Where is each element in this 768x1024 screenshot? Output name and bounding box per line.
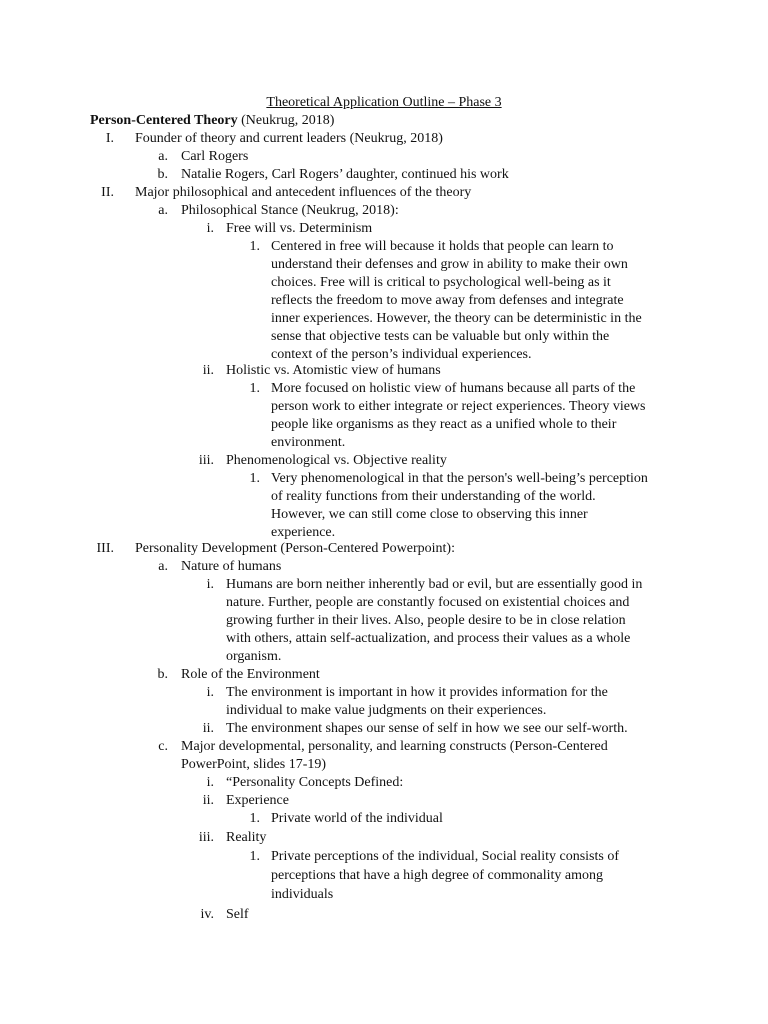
- outline-marker: 1.: [249, 381, 260, 396]
- outline-text: Private world of the individual: [271, 811, 443, 826]
- outline-text: understand their defenses and grow in ability to make their own: [271, 257, 628, 272]
- outline-text: The environment shapes our sense of self in how we see our self-worth.: [226, 721, 628, 736]
- outline-marker: a.: [158, 203, 168, 218]
- outline-text: experience.: [271, 525, 336, 540]
- outline-text: people like organisms as they react as a unified whole to their: [271, 417, 617, 432]
- outline-marker: i.: [206, 577, 214, 592]
- outline-marker: iii.: [198, 830, 214, 845]
- outline-marker: iv.: [200, 907, 214, 922]
- outline-text: The environment is important in how it provides information for the: [226, 685, 608, 700]
- outline-text: of reality functions from their understanding of the world.: [271, 489, 596, 504]
- outline-marker: 1.: [249, 811, 260, 826]
- outline-marker: ii.: [202, 721, 214, 736]
- outline-marker: i.: [206, 685, 214, 700]
- outline-text: Personality Development (Person-Centered Powerpoint):: [135, 541, 455, 556]
- outline-marker: 1.: [249, 239, 260, 254]
- outline-marker: a.: [158, 559, 168, 574]
- outline-text: organism.: [226, 649, 282, 664]
- outline-marker: a.: [158, 149, 168, 164]
- outline-marker: b.: [157, 667, 168, 682]
- outline-text: Experience: [226, 793, 289, 808]
- outline-text: individuals: [271, 887, 334, 902]
- outline-marker: III.: [96, 541, 114, 556]
- outline-marker: I.: [105, 131, 114, 146]
- outline-marker: II.: [101, 185, 114, 200]
- outline-text: environment.: [271, 435, 346, 450]
- outline-marker: ii.: [202, 793, 214, 808]
- outline-text: Major philosophical and antecedent influences of the theory: [135, 185, 472, 200]
- outline-text: Free will vs. Determinism: [226, 221, 373, 236]
- outline-text: context of the person’s individual experiences.: [271, 347, 532, 362]
- outline-text: sense that objective tests can be valuable but only within the: [271, 329, 610, 344]
- outline-text: Philosophical Stance (Neukrug, 2018):: [181, 203, 399, 218]
- outline-text: person work to either integrate or reject experiences. Theory views: [271, 399, 646, 414]
- outline-text: Private perceptions of the individual, Social reality consists of: [271, 849, 619, 864]
- outline-text: with others, attain self-actualization, and process their values as a whole: [226, 631, 631, 646]
- outline-marker: c.: [158, 739, 168, 754]
- document-title: Theoretical Application Outline – Phase 3: [266, 95, 502, 110]
- outline-text: reflects the freedom to move away from defenses and integrate: [271, 293, 624, 308]
- outline-marker: iii.: [198, 453, 214, 468]
- outline-text: Role of the Environment: [181, 667, 320, 682]
- outline-text: Major developmental, personality, and learning constructs (Person-Centered: [181, 739, 608, 754]
- outline-text: However, we can still come close to observing this inner: [271, 507, 588, 522]
- outline-marker: 1.: [249, 849, 260, 864]
- section-heading: Person-Centered Theory (Neukrug, 2018): [90, 113, 335, 128]
- outline-marker: i.: [206, 221, 214, 236]
- outline-text: Centered in free will because it holds that people can learn to: [271, 239, 614, 254]
- outline-text: Nature of humans: [181, 559, 282, 574]
- outline-text: inner experiences. However, the theory can be deterministic in the: [271, 311, 642, 326]
- outline-text: More focused on holistic view of humans because all parts of the: [271, 381, 636, 396]
- outline-text: Reality: [226, 830, 267, 845]
- outline-text: individual to make value judgments on their experiences.: [226, 703, 547, 718]
- outline-text: Self: [226, 907, 249, 922]
- outline-marker: i.: [206, 775, 214, 790]
- outline-text: Very phenomenological in that the person's well-being’s perception: [271, 471, 648, 486]
- outline-text: Humans are born neither inherently bad or evil, but are essentially good in: [226, 577, 643, 592]
- outline-text: PowerPoint, slides 17-19): [181, 757, 327, 772]
- outline-text: Founder of theory and current leaders (Neukrug, 2018): [135, 131, 443, 146]
- outline-text: Carl Rogers: [181, 149, 249, 164]
- outline-text: choices. Free will is critical to psychological well-being as it: [271, 275, 611, 290]
- outline-marker: ii.: [202, 363, 214, 378]
- outline-text: Holistic vs. Atomistic view of humans: [226, 363, 441, 378]
- outline-text: “Personality Concepts Defined:: [226, 775, 404, 790]
- outline-text: Natalie Rogers, Carl Rogers’ daughter, continued his work: [181, 167, 509, 182]
- outline-text: nature. Further, people are constantly focused on existential choices and: [226, 595, 630, 610]
- outline-marker: 1.: [249, 471, 260, 486]
- outline-marker: b.: [157, 167, 168, 182]
- outline-text: perceptions that have a high degree of commonality among: [271, 868, 604, 883]
- outline-text: growing further in their lives. Also, people desire to be in close relation: [226, 613, 626, 628]
- outline-text: Phenomenological vs. Objective reality: [226, 453, 447, 468]
